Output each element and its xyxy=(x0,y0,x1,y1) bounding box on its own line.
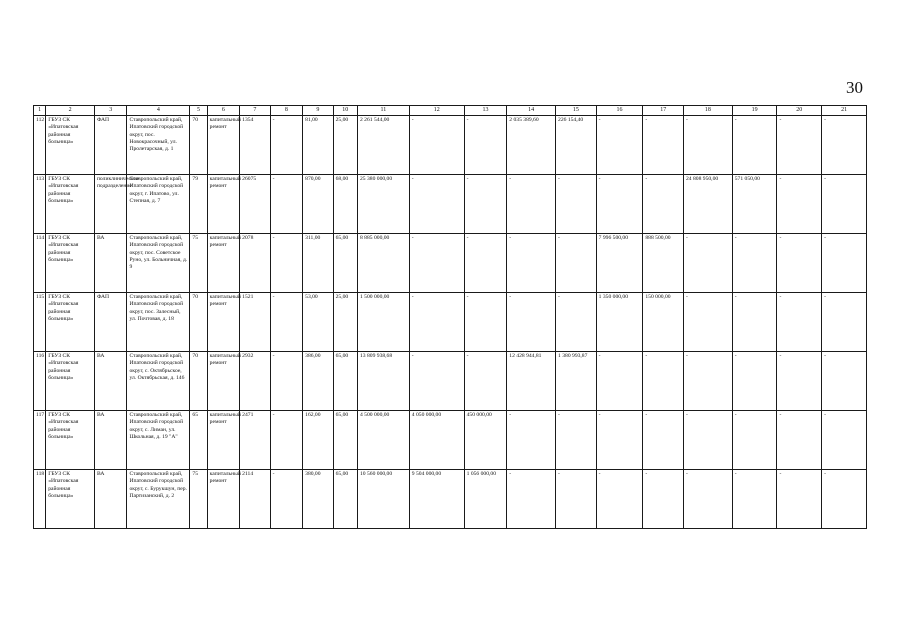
column-number-9: 9 xyxy=(303,106,333,116)
cell-col-9: 311,00 xyxy=(303,234,333,293)
cell-col-7: 2932 xyxy=(240,352,270,411)
cell-col-13: - xyxy=(464,352,507,411)
cell-col-5: 70 xyxy=(190,293,207,352)
cell-col-16: - xyxy=(596,116,643,175)
column-number-16: 16 xyxy=(596,106,643,116)
column-number-14: 14 xyxy=(507,106,556,116)
column-number-row xyxy=(34,106,867,116)
cell-col-17: - xyxy=(643,175,684,234)
cell-col-21: - xyxy=(822,411,867,470)
cell-col-4: Ставропольский край, Ипатовский городской округ, пос. Советское Руно, ул. Больничная, д. 9 xyxy=(127,234,190,293)
cell-col-11: 8 885 000,00 xyxy=(357,234,409,293)
column-number-18: 18 xyxy=(684,106,733,116)
cell-col-19: 571 050,00 xyxy=(732,175,777,234)
cell-col-15: - xyxy=(556,175,597,234)
cell-col-19: - xyxy=(732,293,777,352)
cell-col-1: 116 xyxy=(34,352,46,411)
cell-col-10: 25,00 xyxy=(333,293,357,352)
cell-col-13: 450 000,00 xyxy=(464,411,507,470)
column-number-21: 21 xyxy=(822,106,867,116)
cell-col-12: 9 504 000,00 xyxy=(409,470,464,529)
cell-col-20: - xyxy=(777,352,822,411)
cell-col-9: 162,00 xyxy=(303,411,333,470)
cell-col-2: ГБУЗ СК «Ипатовская районная больница» xyxy=(46,470,95,529)
table-row xyxy=(34,175,867,234)
column-number-7: 7 xyxy=(240,106,270,116)
cell-col-17: - xyxy=(643,411,684,470)
cell-col-21: - xyxy=(822,234,867,293)
cell-col-20: - xyxy=(777,293,822,352)
cell-col-5: 75 xyxy=(190,234,207,293)
table-row xyxy=(34,470,867,529)
cell-col-7: 2114 xyxy=(240,470,270,529)
cell-col-4: Ставропольский край, Ипатовский городской округ, пос. Залесный, ул. Почтовая, д. 18 xyxy=(127,293,190,352)
cell-col-14: - xyxy=(507,470,556,529)
cell-col-9: 380,00 xyxy=(303,470,333,529)
cell-col-9: 386,00 xyxy=(303,352,333,411)
column-number-6: 6 xyxy=(207,106,240,116)
cell-col-3: ВА xyxy=(94,352,127,411)
cell-col-8: - xyxy=(270,470,303,529)
cell-col-21: - xyxy=(822,116,867,175)
cell-col-1: 112 xyxy=(34,116,46,175)
cell-col-16: - xyxy=(596,175,643,234)
cell-col-19: - xyxy=(732,116,777,175)
cell-col-13: - xyxy=(464,116,507,175)
page-number: 30 xyxy=(846,78,863,97)
cell-col-11: 4 500 000,00 xyxy=(357,411,409,470)
cell-col-7: 26075 xyxy=(240,175,270,234)
cell-col-2: ГБУЗ СК «Ипатовская районная больница» xyxy=(46,411,95,470)
cell-col-15: - xyxy=(556,470,597,529)
cell-col-12: - xyxy=(409,293,464,352)
cell-col-2: ГБУЗ СК «Ипатовская районная больница» xyxy=(46,175,95,234)
cell-col-11: 13 809 938,68 xyxy=(357,352,409,411)
cell-col-3: ФАП xyxy=(94,293,127,352)
column-number-12: 12 xyxy=(409,106,464,116)
cell-col-5: 79 xyxy=(190,175,207,234)
cell-col-21: - xyxy=(822,175,867,234)
cell-col-6: капитальный ремонт xyxy=(207,234,240,293)
cell-col-5: 70 xyxy=(190,352,207,411)
cell-col-4: Ставропольский край, Ипатовский городской округ, г. Ипатово, ул. Степная, д. 7 xyxy=(127,175,190,234)
cell-col-3: ВА xyxy=(94,234,127,293)
cell-col-18: - xyxy=(684,234,733,293)
cell-col-12: - xyxy=(409,175,464,234)
cell-col-1: 117 xyxy=(34,411,46,470)
cell-col-11: 25 380 000,00 xyxy=(357,175,409,234)
cell-col-17: 150 000,00 xyxy=(643,293,684,352)
table-row xyxy=(34,293,867,352)
data-table xyxy=(33,105,867,529)
cell-col-21: - xyxy=(822,293,867,352)
cell-col-3: ВА xyxy=(94,411,127,470)
cell-col-10: 65,00 xyxy=(333,352,357,411)
cell-col-13: - xyxy=(464,234,507,293)
cell-col-17: - xyxy=(643,470,684,529)
cell-col-11: 2 261 544,00 xyxy=(357,116,409,175)
cell-col-12: - xyxy=(409,352,464,411)
cell-col-8: - xyxy=(270,411,303,470)
cell-col-18: - xyxy=(684,293,733,352)
cell-col-4: Ставропольский край, Ипатовский городской округ, с. Октябрьское, ул. Октябрьская, д. 146 xyxy=(127,352,190,411)
column-number-19: 19 xyxy=(732,106,777,116)
cell-col-19: - xyxy=(732,470,777,529)
cell-col-2: ГБУЗ СК «Ипатовская районная больница» xyxy=(46,116,95,175)
cell-col-6: капитальный ремонт xyxy=(207,470,240,529)
column-number-10: 10 xyxy=(333,106,357,116)
column-number-13: 13 xyxy=(464,106,507,116)
cell-col-14: 12 428 944,81 xyxy=(507,352,556,411)
cell-col-20: - xyxy=(777,116,822,175)
cell-col-17: - xyxy=(643,352,684,411)
cell-col-16: - xyxy=(596,352,643,411)
cell-col-16: - xyxy=(596,470,643,529)
cell-col-14: - xyxy=(507,234,556,293)
cell-col-14: - xyxy=(507,175,556,234)
cell-col-10: 25,00 xyxy=(333,116,357,175)
cell-col-1: 114 xyxy=(34,234,46,293)
cell-col-6: капитальный ремонт xyxy=(207,293,240,352)
column-number-20: 20 xyxy=(777,106,822,116)
cell-col-14: - xyxy=(507,293,556,352)
table-row xyxy=(34,411,867,470)
column-number-8: 8 xyxy=(270,106,303,116)
cell-col-13: 1 056 000,00 xyxy=(464,470,507,529)
table-body xyxy=(34,116,867,529)
cell-col-19: - xyxy=(732,352,777,411)
cell-col-14: - xyxy=(507,411,556,470)
cell-col-4: Ставропольский край, Ипатовский городской округ, с. Лиман, ул. Школьная, д. 19 "А" xyxy=(127,411,190,470)
cell-col-21: - xyxy=(822,352,867,411)
cell-col-4: Ставропольский край, Ипатовский городской округ, с. Бурукшун, пер. Партизанский, д. 2 xyxy=(127,470,190,529)
cell-col-1: 113 xyxy=(34,175,46,234)
cell-col-9: 81,00 xyxy=(303,116,333,175)
cell-col-14: 2 035 389,60 xyxy=(507,116,556,175)
cell-col-20: - xyxy=(777,175,822,234)
column-number-4: 4 xyxy=(127,106,190,116)
cell-col-12: 4 050 000,00 xyxy=(409,411,464,470)
table-row xyxy=(34,116,867,175)
cell-col-7: 2471 xyxy=(240,411,270,470)
cell-col-12: - xyxy=(409,234,464,293)
cell-col-5: 65 xyxy=(190,411,207,470)
cell-col-8: - xyxy=(270,175,303,234)
cell-col-1: 115 xyxy=(34,293,46,352)
cell-col-20: - xyxy=(777,470,822,529)
cell-col-6: капитальный ремонт xyxy=(207,175,240,234)
cell-col-2: ГБУЗ СК «Ипатовская районная больница» xyxy=(46,234,95,293)
cell-col-8: - xyxy=(270,234,303,293)
cell-col-3: ФАП xyxy=(94,116,127,175)
cell-col-17: - xyxy=(643,116,684,175)
cell-col-20: - xyxy=(777,411,822,470)
cell-col-16: 1 350 000,00 xyxy=(596,293,643,352)
cell-col-2: ГБУЗ СК «Ипатовская районная больница» xyxy=(46,293,95,352)
cell-col-18: - xyxy=(684,470,733,529)
column-number-2: 2 xyxy=(46,106,95,116)
cell-col-18: 24 808 950,00 xyxy=(684,175,733,234)
cell-col-18: - xyxy=(684,411,733,470)
cell-col-18: - xyxy=(684,116,733,175)
cell-col-12: - xyxy=(409,116,464,175)
cell-col-10: 68,00 xyxy=(333,175,357,234)
cell-col-15: - xyxy=(556,293,597,352)
cell-col-9: 870,00 xyxy=(303,175,333,234)
cell-col-16: - xyxy=(596,411,643,470)
cell-col-8: - xyxy=(270,352,303,411)
cell-col-9: 53,00 xyxy=(303,293,333,352)
cell-col-11: 10 560 000,00 xyxy=(357,470,409,529)
column-number-11: 11 xyxy=(357,106,409,116)
cell-col-6: капитальный ремонт xyxy=(207,352,240,411)
cell-col-4: Ставропольский край, Ипатовский городской округ, пос. Новокрасочный, ул. Пролетарская, д. 1 xyxy=(127,116,190,175)
column-number-3: 3 xyxy=(94,106,127,116)
cell-col-5: 75 xyxy=(190,470,207,529)
cell-col-16: 7 996 500,00 xyxy=(596,234,643,293)
cell-col-6: капитальный ремонт xyxy=(207,411,240,470)
cell-col-21: - xyxy=(822,470,867,529)
cell-col-13: - xyxy=(464,175,507,234)
cell-col-3: поликлиническое подразделение xyxy=(94,175,127,234)
cell-col-8: - xyxy=(270,293,303,352)
cell-col-7: 1521 xyxy=(240,293,270,352)
table-row xyxy=(34,352,867,411)
column-number-5: 5 xyxy=(190,106,207,116)
cell-col-10: 65,00 xyxy=(333,470,357,529)
cell-col-10: 65,00 xyxy=(333,411,357,470)
cell-col-19: - xyxy=(732,234,777,293)
cell-col-13: - xyxy=(464,293,507,352)
cell-col-18: - xyxy=(684,352,733,411)
cell-col-19: - xyxy=(732,411,777,470)
cell-col-15: 1 380 993,87 xyxy=(556,352,597,411)
cell-col-6: капитальный ремонт xyxy=(207,116,240,175)
cell-col-10: 65,00 xyxy=(333,234,357,293)
cell-col-5: 70 xyxy=(190,116,207,175)
cell-col-2: ГБУЗ СК «Ипатовская районная больница» xyxy=(46,352,95,411)
column-number-1: 1 xyxy=(34,106,46,116)
table-row xyxy=(34,234,867,293)
cell-col-7: 2078 xyxy=(240,234,270,293)
cell-col-7: 1354 xyxy=(240,116,270,175)
cell-col-1: 118 xyxy=(34,470,46,529)
cell-col-15: - xyxy=(556,234,597,293)
cell-col-17: 888 500,00 xyxy=(643,234,684,293)
column-number-17: 17 xyxy=(643,106,684,116)
cell-col-8: - xyxy=(270,116,303,175)
cell-col-11: 1 500 000,00 xyxy=(357,293,409,352)
cell-col-20: - xyxy=(777,234,822,293)
cell-col-15: - xyxy=(556,411,597,470)
cell-col-3: ВА xyxy=(94,470,127,529)
cell-col-15: 226 154,40 xyxy=(556,116,597,175)
column-number-15: 15 xyxy=(556,106,597,116)
